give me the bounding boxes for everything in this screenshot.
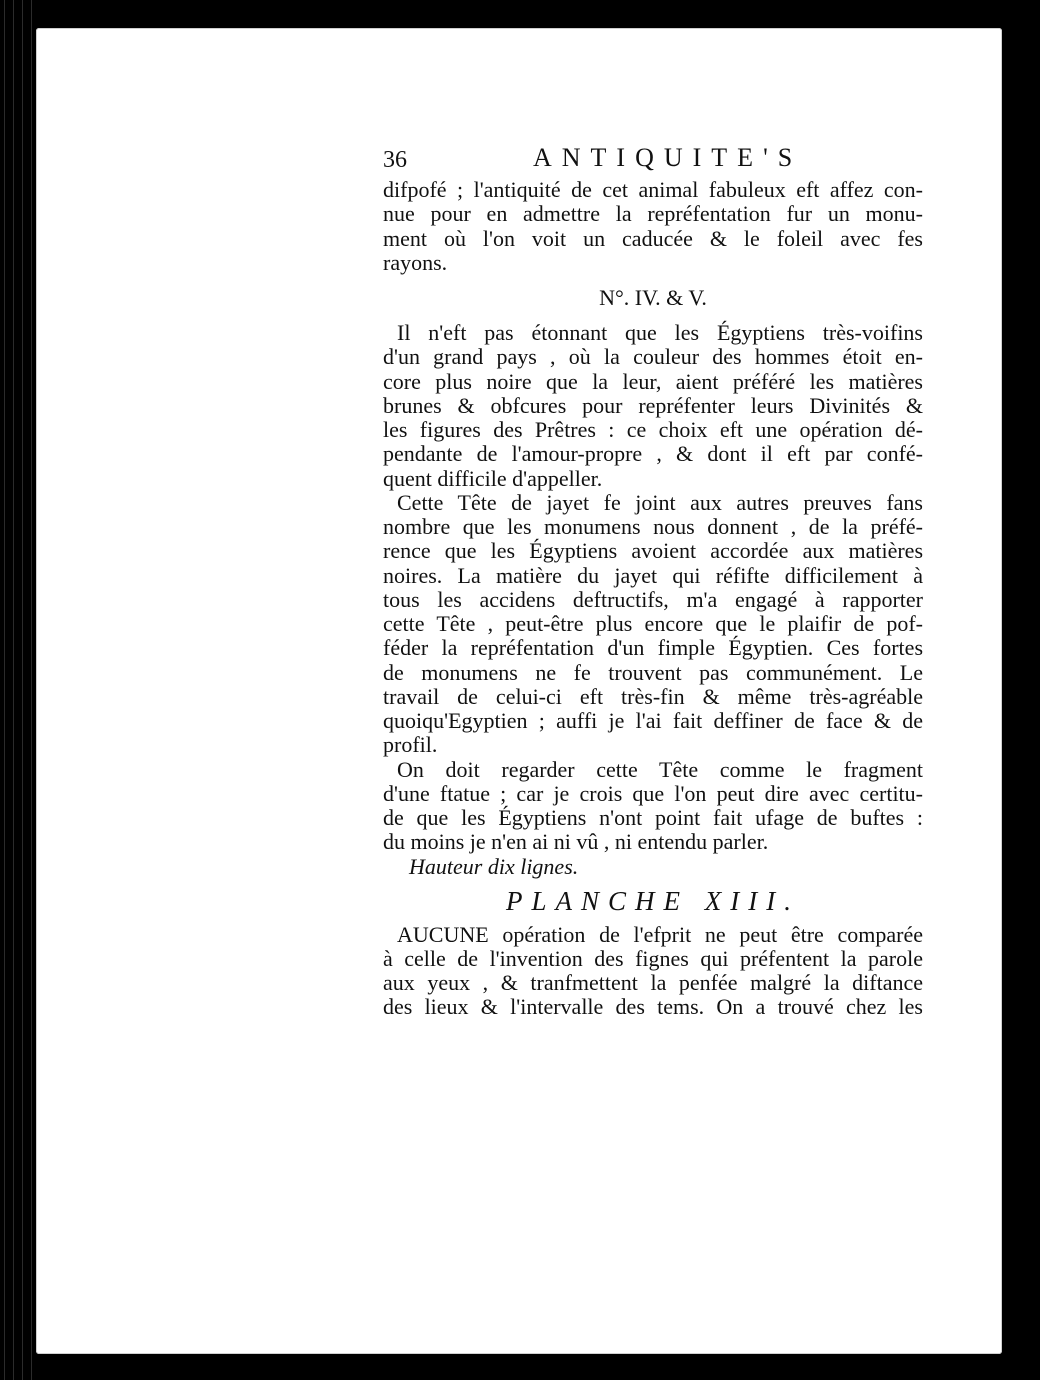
text-line: quent difficile d'appeller. [383, 465, 603, 491]
text-line: AUCUNE opération de l'efprit ne peut être comparée [397, 921, 923, 947]
plate-heading: PLANCHE XIII. [506, 885, 800, 916]
paragraph-1 [383, 178, 923, 275]
text-line: à celle de l'invention des fignes qui préfentent la parole [383, 945, 923, 971]
text-line: les figures des Prêtres : ce choix eft une opération dé- [383, 417, 923, 442]
book-binding-edge [0, 0, 36, 1380]
running-head [383, 143, 923, 176]
text-line: du moins je n'en ai ni vû , ni entendu parler. [383, 829, 769, 855]
paragraph-2 [383, 321, 923, 491]
running-head-title: ANTIQUITE'S [533, 143, 803, 172]
text-line: quoiqu'Egyptien ; auffi je l'ai fait deffiner de face & de [383, 708, 923, 733]
text-line: nue pour en admettre la repréfentation fur un monu- [383, 201, 923, 227]
text-line: rayons. [383, 249, 448, 275]
page-text-block [383, 143, 923, 1020]
paragraph-4 [383, 758, 923, 855]
section-heading: N°. IV. & V. [599, 285, 707, 310]
text-line: ment où l'on voit un caducée & le foleil avec fes [383, 225, 923, 251]
text-line: profil. [383, 732, 438, 758]
text-line: Cette Tête de jayet fe joint aux autres preuves fans [397, 489, 923, 515]
text-line: pendante de l'amour-propre , & dont il eft par confé- [383, 441, 923, 467]
text-line: des lieux & l'intervalle des tems. On a trouvé chez les [383, 994, 923, 1020]
page-number: 36 [383, 147, 407, 173]
text-line: aux yeux , & tranfmettent la penfée malgré la diftance [383, 970, 923, 995]
text-line: On doit regarder cette Tête comme le fragment [397, 756, 923, 782]
paragraph-3 [383, 491, 923, 758]
text-line: rence que les Égyptiens avoient accordée aux matières [383, 538, 923, 564]
text-line: noires. La matière du jayet qui réfifte difficilement à [383, 562, 923, 588]
text-line: féder la repréfentation d'un fimple Égyptien. Ces fortes [383, 635, 923, 661]
text-line: travail de celui-ci eft très-fin & même très-agréable [383, 683, 923, 709]
text-line: brunes & obfcures pour repréfenter leurs Divinités & [383, 392, 923, 418]
text-line: core plus noire que la leur, aient préféré les matières [383, 368, 923, 394]
text-line: Il n'eft pas étonnant que les Égyptiens très-voifins [397, 320, 923, 345]
paragraph-5 [383, 923, 923, 1020]
text-line: cette Tête , peut-être plus encore que le plaifir de pof- [383, 611, 923, 636]
text-line: de monumens ne fe trouvent pas communément. Le [383, 659, 923, 685]
text-line: difpofé ; l'antiquité de cet animal fabuleux eft affez con- [383, 177, 923, 202]
text-line: nombre que les monumens nous donnent , de la préfé- [383, 514, 923, 539]
text-line: d'une ftatue ; car je crois que l'on peut dire avec certitu- [383, 780, 923, 806]
measurement-caption: Hauteur dix lignes. [409, 853, 579, 879]
text-line: de que les Égyptiens n'ont point fait ufage de buftes : [383, 805, 923, 830]
text-line: tous les accidens deftructifs, m'a engagé à rapporter [383, 586, 923, 612]
text-line: d'un grand pays , où la couleur des hommes étoit en- [383, 344, 923, 370]
